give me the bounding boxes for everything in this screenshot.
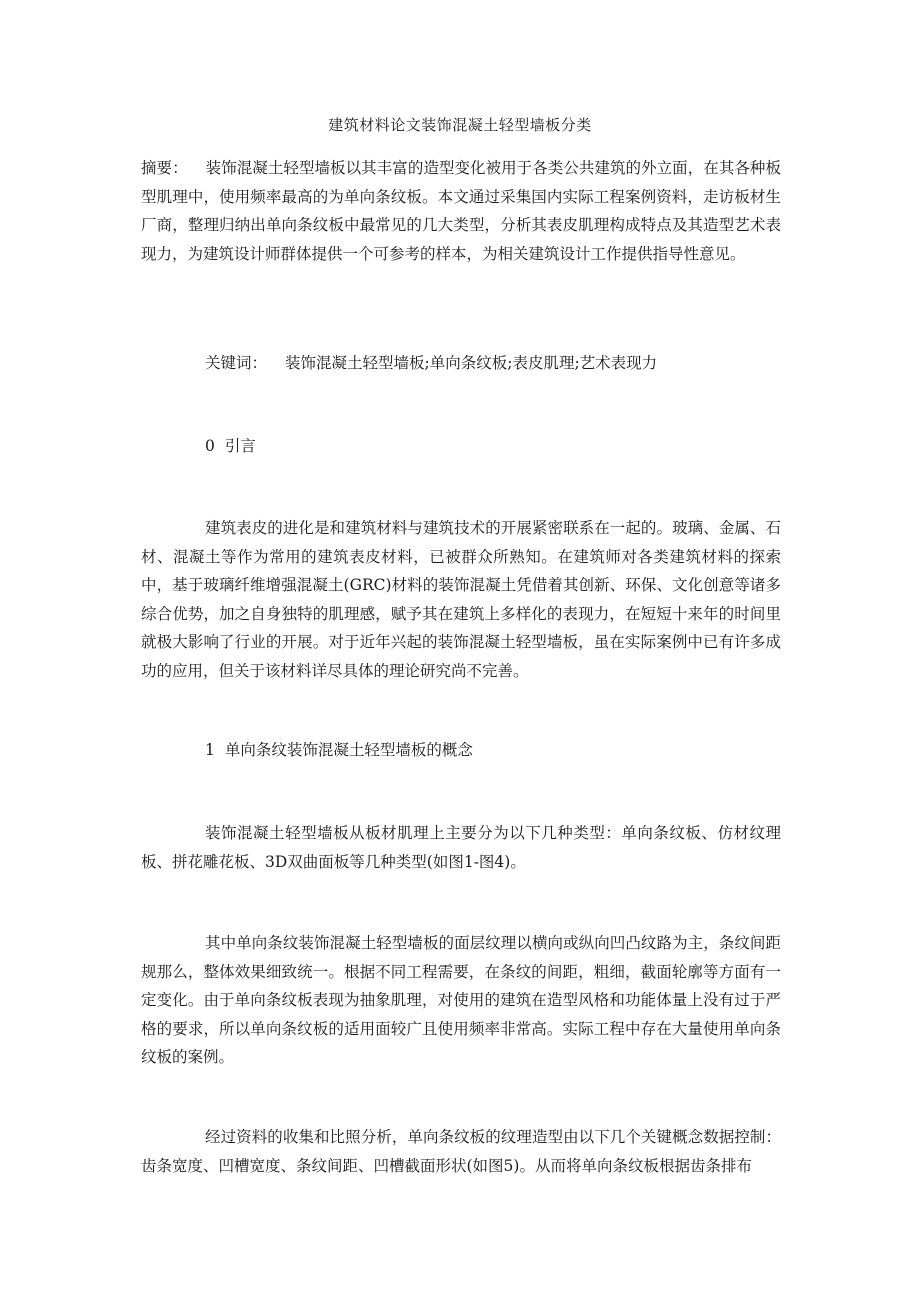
body-paragraph: 其中单向条纹装饰混凝土轻型墙板的面层纹理以横向或纵向凹凸纹路为主，条纹间距规那么，整体效果细致统一。根据不同工程需要，在条纹的间距，粗细，截面轮廓等方面有一定变化。由于单向条纹板表现为抽象肌理，对使用的建筑在造型风格和功能体量上没有过于严格的要求，所以单向条纹板的适用面较广且使用频率非常高。实际工程中存在大量使用单向条纹板的案例。: [141, 934, 781, 1066]
intro-paragraph: 建筑表皮的进化是和建筑材料与建筑技术的开展紧密联系在一起的。玻璃、金属、石材、混凝土等作为常用的建筑表皮材料，已被群众所熟知。在建筑师对各类建筑材料的探索中，基于玻璃纤维增强混凝土(GRC)材料的装饰混凝土凭借着其创新、环保、文化创意等诸多综合优势，加之自身独特的肌理感，赋予其在建筑上多样化的表现力，在短短十来年的时间里就极大影响了行业的开展。对于近年兴起的装饰混凝土轻型墙板，虽在实际案例中已有许多成功的应用，但关于该材料详尽具体的理论研究尚不完善。: [141, 519, 781, 680]
section-number: 1: [205, 741, 215, 759]
keywords-text: 装饰混凝土轻型墙板;单向条纹板;表皮肌理;艺术表现力: [285, 354, 658, 372]
section-heading-text: 单向条纹装饰混凝土轻型墙板的概念: [224, 741, 473, 759]
body-paragraph: 经过资料的收集和比照分析，单向条纹板的纹理造型由以下几个关键概念数据控制：齿条宽度、凹槽宽度、条纹间距、凹槽截面形状(如图5)。从而将单向条纹板根据齿条排布: [141, 1128, 781, 1175]
section-heading-text: 引言: [224, 437, 256, 455]
abstract-text: 装饰混凝土轻型墙板以其丰富的造型变化被用于各类公共建筑的外立面，在其各种板型肌理中，使用频率最高的为单向条纹板。本文通过采集国内实际工程案例资料，走访板材生厂商，整理归纳出单向条纹板中最常见的几大类型，分析其表皮肌理构成特点及其造型艺术表现力，为建筑设计师群体提供一个可参考的样本，为相关建筑设计工作提供指导性意见。: [141, 159, 781, 263]
section-number: 0: [205, 437, 215, 455]
keywords-label: 关键词：: [205, 354, 268, 372]
section-heading-concept: [205, 736, 765, 765]
body-paragraph: 装饰混凝土轻型墙板从板材肌理上主要分为以下几种类型：单向条纹板、仿材纹理板、拼花雕花板、3D双曲面板等几种类型(如图1-图4)。: [141, 824, 781, 871]
abstract-label: 摘要：: [141, 159, 188, 177]
section-heading-intro: [205, 432, 765, 461]
abstract-paragraph: [141, 154, 781, 268]
document-title: 建筑材料论文装饰混凝土轻型墙板分类: [328, 116, 592, 134]
keywords-line: [205, 349, 765, 378]
